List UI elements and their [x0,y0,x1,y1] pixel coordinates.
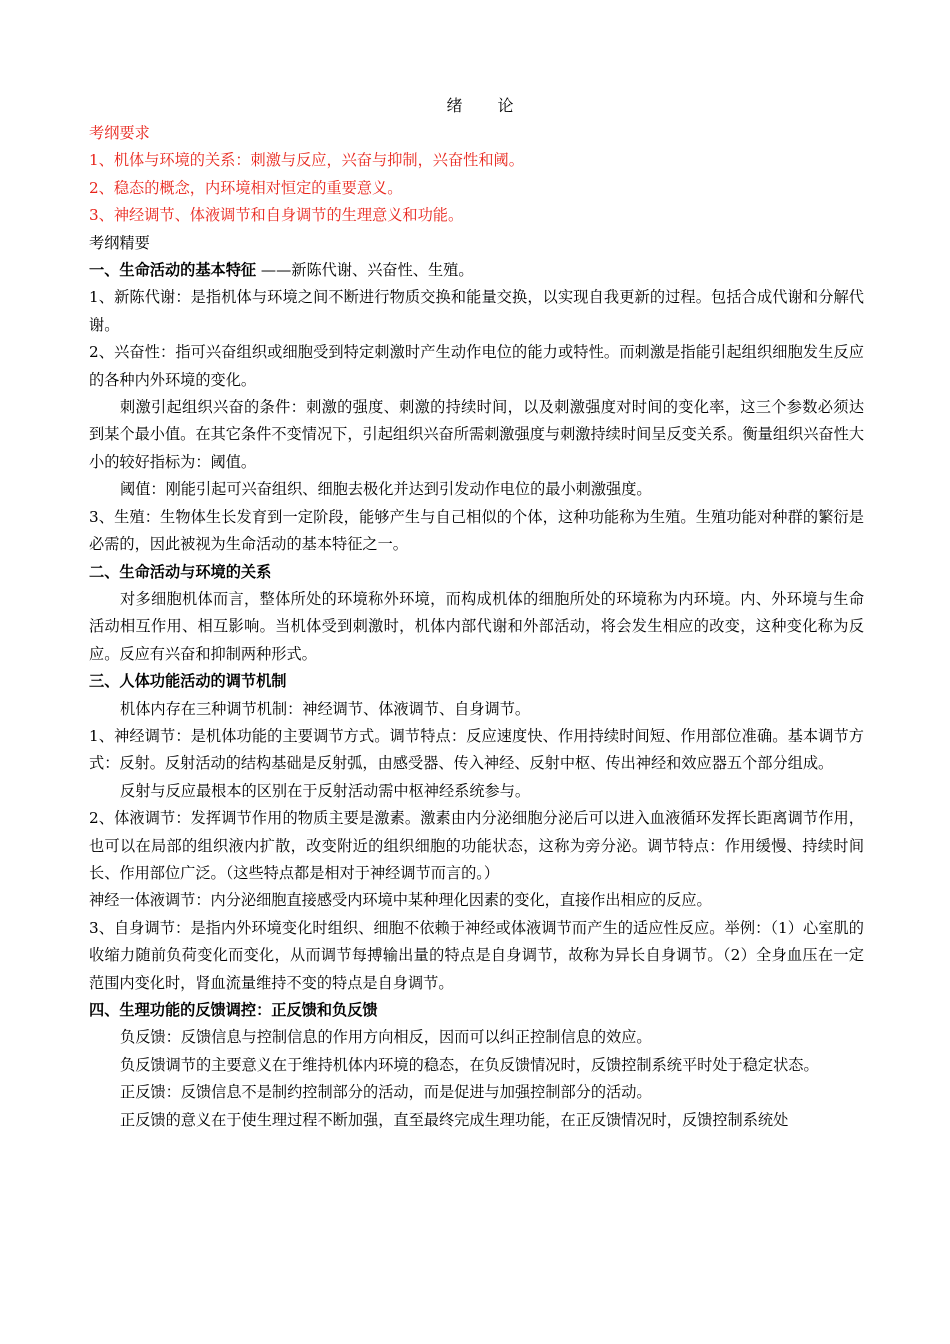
section-3-paragraph-6: 3、自身调节：是指内外环境变化时组织、细胞不依赖于神经或体液调节而产生的适应性反应。举例：（1）心室肌的收缩力随前负荷变化而变化，从而调节每搏输出量的特点是自身调节，故称为异长自身调节。（2）全身血压在一定范围内变化时，肾血流量维持不变的特点是自身调节。 [89,918,864,992]
requirements-heading: 考纲要求 [89,124,150,142]
section-3-paragraph-3: 反射与反应最根本的区别在于反射活动需中枢神经系统参与。 [120,781,531,800]
section-1-paragraph-3: 刺激引起组织兴奋的条件：刺激的强度、刺激的持续时间，以及刺激强度对时间的变化率，这三个参数必须达到某个最小值。在其它条件不变情况下，引起组织兴奋所需刺激强度与刺激持续时间呈反变关系。衡量组织兴奋性大小的较好指标为：阈值。 [89,398,864,471]
section-1-heading-text: 一、生命活动的基本特征 [89,261,257,280]
section-1-heading-suffix: ——新陈代谢、兴奋性、生殖。 [256,261,474,280]
section-2-paragraph-1: 对多细胞机体而言，整体所处的环境称外环境，而构成机体的细胞所处的环境称为内环境。内、外环境与生命活动相互作用、相互影响。当机体受到刺激时，机体内部代谢和外部活动，将会发生相应的改变，这种变化称为反应。反应有兴奋和抑制两种形式。 [89,589,864,663]
section-4-heading: 四、生理功能的反馈调控：正反馈和负反馈 [89,1001,378,1019]
requirement-item-1: 1、机体与环境的关系：刺激与反应，兴奋与抑制，兴奋性和阈。 [89,151,524,170]
section-3-paragraph-2: 1、神经调节：是机体功能的主要调节方式。调节特点：反应速度快、作用持续时间短、作用部位准确。基本调节方式：反射。反射活动的结构基础是反射弧，由感受器、传入神经、反射中枢、传出神经和效应器五个部分组成。 [89,726,864,773]
section-4-paragraph-2: 负反馈调节的主要意义在于维持机体内环境的稳态，在负反馈情况时，反馈控制系统平时处于稳定状态。 [120,1055,819,1074]
page-title: 绪 论 [446,96,515,115]
requirement-item-3: 3、神经调节、体液调节和自身调节的生理意义和功能。 [89,206,464,225]
section-4-paragraph-3: 正反馈：反馈信息不是制约控制部分的活动，而是促进与加强控制部分的活动。 [120,1083,652,1102]
section-1-paragraph-2: 2、兴奋性：指可兴奋组织或细胞受到特定刺激时产生动作电位的能力或特性。而刺激是指能引起组织细胞发生反应的各种内外环境的变化。 [89,343,864,389]
requirement-item-2: 2、稳态的概念，内环境相对恒定的重要意义。 [89,178,403,197]
section-1-heading [89,257,864,284]
section-3-paragraph-1: 机体内存在三种调节机制：神经调节、体液调节、自身调节。 [120,699,531,718]
section-3-heading: 三、人体功能活动的调节机制 [89,672,287,691]
section-1-paragraph-5: 3、生殖：生物体生长发育到一定阶段，能够产生与自己相似的个体，这种功能称为生殖。生殖功能对种群的繁衍是必需的，因此被视为生命活动的基本特征之一。 [89,507,864,554]
section-2-heading: 二、生命活动与环境的关系 [89,562,272,581]
section-3-paragraph-5: 神经一体液调节：内分泌细胞直接感受内环境中某种理化因素的变化，直接作出相应的反应。 [89,891,712,910]
section-3-paragraph-4: 2、体液调节：发挥调节作用的物质主要是激素。激素由内分泌细胞分泌后可以进入血液循环发挥长距离调节作用，也可以在局部的组织液内扩散，改变附近的组织细胞的功能状态，这称为旁分泌。调节特点：作用缓慢、持续时间长、作用部位广泛。（这些特点都是相对于神经调节而言的。） [89,809,864,882]
section-4-paragraph-4: 正反馈的意义在于使生理过程不断加强，直至最终完成生理功能，在正反馈情况时，反馈控制系统处 [120,1110,789,1129]
section-4-paragraph-1: 负反馈：反馈信息与控制信息的作用方向相反，因而可以纠正控制信息的效应。 [120,1028,652,1047]
section-1-paragraph-4: 阈值：刚能引起可兴奋组织、细胞去极化并达到引发动作电位的最小刺激强度。 [120,480,652,499]
essentials-heading: 考纲精要 [89,233,150,252]
document-page [89,92,864,1134]
section-1-paragraph-1: 1、新陈代谢：是指机体与环境之间不断进行物质交换和能量交换，以实现自我更新的过程。包括合成代谢和分解代谢。 [89,288,864,334]
